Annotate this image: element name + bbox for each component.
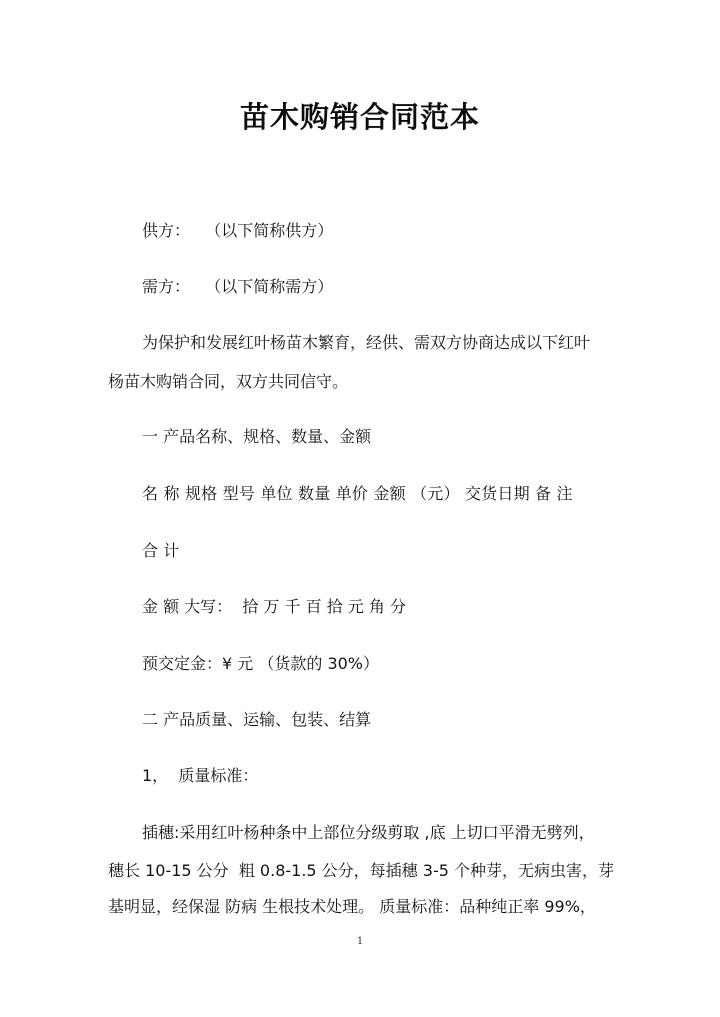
supplier-line: 供方： （以下简称供方） — [142, 221, 334, 240]
total-line: 合 计 — [142, 541, 180, 560]
amount-in-words-line: 金 额 大写： 拾 万 千 百 拾 元 角 分 — [142, 597, 406, 616]
cutting-paragraph-line-2: 穗长 10-15 公分 粗 0.8-1.5 公分，每插穗 3-5 个种芽，无病虫害，芽 — [108, 861, 614, 880]
intro-paragraph-line-2: 杨苗木购销合同，双方共同信守。 — [108, 372, 349, 391]
cutting-paragraph-line-3: 基明显，经保湿 防病 生根技术处理。 质量标准：品种纯正率 99%， — [108, 897, 596, 916]
document-title: 苗木购销合同范本 — [239, 100, 480, 134]
deposit-line: 预交定金：¥ 元 （货款的 30%） — [142, 654, 380, 673]
quality-standard-item: 1， 质量标准： — [142, 766, 259, 785]
section-1-heading: 一 产品名称、规格、数量、金额 — [142, 427, 372, 446]
intro-paragraph-line-1: 为保护和发展红叶杨苗木繁育，经供、需双方协商达成以下红叶 — [142, 333, 591, 352]
section-2-heading: 二 产品质量、运输、包装、结算 — [142, 710, 372, 729]
cutting-paragraph-line-1: 插穗:采用红叶杨种条中上部位分级剪取 ,底 上切口平滑无劈列， — [142, 823, 595, 842]
buyer-line: 需方： （以下简称需方） — [142, 277, 334, 296]
product-table-header: 名 称 规格 型号 单位 数量 单价 金额 （元） 交货日期 备 注 — [142, 484, 573, 503]
page-number: 1 — [356, 936, 364, 947]
